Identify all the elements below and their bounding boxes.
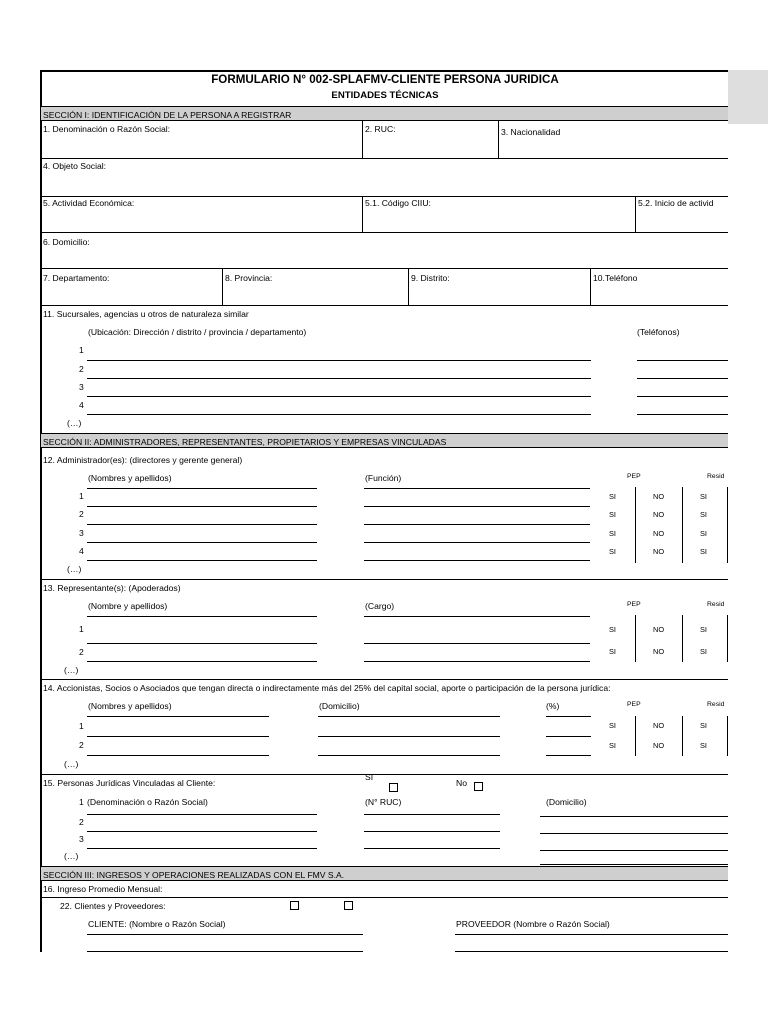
row-number: 2 [79, 740, 84, 750]
resid-header: Resid [707, 473, 725, 480]
field-provincia-label: 8. Provincia: [225, 273, 273, 283]
field-ruc-label: 2. RUC: [365, 124, 396, 134]
field-ciiu-label: 5.1. Código CIIU: [365, 198, 431, 208]
divider [727, 615, 728, 662]
accionista-porcentaje-line[interactable] [546, 755, 591, 756]
sucursal-address-line[interactable] [87, 414, 591, 415]
divider [727, 716, 728, 756]
admin-function-line[interactable] [364, 506, 590, 507]
divider [635, 615, 636, 662]
row-number: 2 [79, 817, 84, 827]
section-2-header [41, 433, 728, 448]
admin-name-line[interactable] [87, 524, 317, 525]
field-administradores-label: 12. Administrador(es): (directores y gerente general) [43, 455, 243, 465]
admin-name-line[interactable] [87, 488, 317, 489]
accionista-domicilio-line[interactable] [318, 755, 500, 756]
pep-si-option[interactable]: SI [609, 647, 616, 656]
row-number: 1 [79, 721, 84, 731]
row-line [41, 232, 728, 233]
row-number: 3 [79, 382, 84, 392]
resid-si-option[interactable]: SI [700, 741, 707, 750]
field-representantes-label: 13. Representante(s): (Apoderados) [43, 583, 181, 593]
row-line [41, 305, 728, 306]
sucursal-address-line[interactable] [87, 396, 591, 397]
row-number: 1 [79, 345, 84, 355]
divider [362, 121, 363, 159]
pep-si-option[interactable]: SI [609, 741, 616, 750]
row-number: 4 [79, 546, 84, 556]
sucursal-phone-line[interactable] [637, 360, 728, 361]
admin-function-line[interactable] [364, 488, 590, 489]
vinculada-domicilio-line[interactable] [540, 833, 728, 834]
field-denominacion-label: 1. Denominación o Razón Social: [43, 124, 171, 134]
accionista-porcentaje-line[interactable] [546, 736, 591, 737]
resid-si-option[interactable]: SI [700, 492, 707, 501]
field-distrito-label: 9. Distrito: [411, 273, 450, 283]
divider [362, 196, 363, 232]
row-line [41, 774, 728, 775]
rep-cargo-line[interactable] [364, 616, 590, 617]
rep-name-line[interactable] [87, 661, 317, 662]
vinculada-domicilio-line[interactable] [540, 850, 728, 851]
pep-no-option[interactable]: NO [653, 492, 665, 501]
accionistas-domicilio-header: (Domicilio) [319, 701, 360, 711]
resid-si-option[interactable]: SI [700, 547, 707, 556]
sucursal-phone-line[interactable] [637, 414, 728, 415]
frame-top-border [40, 70, 728, 72]
section-3-title: SECCIÓN III: INGRESOS Y OPERACIONES REALIZADAS CON EL FMV S.A. [43, 870, 345, 880]
section-1-header [41, 106, 728, 121]
pep-header: PEP [627, 473, 641, 480]
admin-function-line[interactable] [364, 524, 590, 525]
divider [635, 716, 636, 756]
row-number: 2 [79, 509, 84, 519]
representantes-nombres-header: (Nombre y apellidos) [88, 601, 168, 611]
divider [222, 268, 223, 305]
vinculada-ruc-line[interactable] [364, 848, 500, 849]
admin-name-line[interactable] [87, 542, 317, 543]
pep-si-option[interactable]: SI [609, 721, 616, 730]
row-number: 1 [79, 491, 84, 501]
representantes-cargo-header: (Cargo) [365, 601, 395, 611]
field-ingreso-label: 16. Ingreso Promedio Mensual: [43, 884, 163, 894]
row-number: 2 [79, 647, 84, 657]
field-domicilio-label: 6. Domicilio: [43, 237, 90, 247]
row-number: 3 [79, 528, 84, 538]
divider [408, 268, 409, 305]
pep-no-option[interactable]: NO [653, 647, 665, 656]
section-2-title: SECCIÓN II: ADMINISTRADORES, REPRESENTANTES, PROPIETARIOS Y EMPRESAS VINCULADAS [43, 437, 447, 447]
row-line [41, 897, 728, 898]
field-vinculadas-label: 15. Personas Jurídicas Vinculadas al Cliente: [43, 778, 216, 788]
clientes-checkbox[interactable] [290, 901, 299, 910]
vinculadas-domicilio-header: (Domicilio) [546, 797, 587, 807]
section-3-header [41, 866, 728, 881]
divider [635, 196, 636, 232]
vinculada-name-line[interactable] [87, 814, 317, 815]
accionista-name-line[interactable] [87, 736, 269, 737]
sheet-edge-gray [728, 70, 768, 124]
sucursal-phone-line[interactable] [637, 378, 728, 379]
pep-si-option[interactable]: SI [609, 492, 616, 501]
resid-si-option[interactable]: SI [700, 510, 707, 519]
row-more: (…) [67, 418, 82, 428]
admin-name-line[interactable] [87, 506, 317, 507]
cliente-line[interactable] [87, 934, 363, 935]
accionista-domicilio-line[interactable] [318, 736, 500, 737]
row-number: 1 [79, 797, 84, 807]
pep-header: PEP [627, 701, 641, 708]
divider [682, 487, 683, 563]
vinculadas-si-checkbox[interactable] [389, 783, 398, 792]
vinculadas-ruc-header: (N° RUC) [365, 797, 402, 807]
pep-si-option[interactable]: SI [609, 510, 616, 519]
field-telefono-label: 10.Teléfono [593, 273, 638, 283]
pep-header: PEP [627, 601, 641, 608]
divider [498, 121, 499, 159]
rep-name-line[interactable] [87, 643, 317, 644]
proveedor-header: PROVEEDOR (Nombre o Razón Social) [456, 919, 610, 929]
administradores-funcion-header: (Función) [365, 473, 402, 483]
pep-si-option[interactable]: SI [609, 529, 616, 538]
row-number: 1 [79, 624, 84, 634]
admin-function-line[interactable] [364, 542, 590, 543]
rep-cargo-line[interactable] [364, 643, 590, 644]
vinculadas-no-checkbox[interactable] [474, 782, 483, 791]
divider [682, 615, 683, 662]
cliente-header: CLIENTE: (Nombre o Razón Social) [88, 919, 226, 929]
sucursal-address-line[interactable] [87, 378, 591, 379]
vinculadas-denominacion-header: (Denominación o Razón Social) [87, 797, 208, 807]
sucursales-ubicacion-header: (Ubicación: Dirección / distrito / provincia / departamento) [88, 327, 307, 337]
divider [635, 487, 636, 563]
resid-header: Resid [707, 601, 725, 608]
vinculada-ruc-line[interactable] [364, 831, 500, 832]
row-line [41, 268, 728, 269]
rep-cargo-line[interactable] [364, 661, 590, 662]
vinculadas-no-label: No [456, 778, 467, 788]
rep-name-line[interactable] [87, 616, 317, 617]
resid-si-option[interactable]: SI [700, 721, 707, 730]
pep-no-option[interactable]: NO [653, 529, 665, 538]
proveedor-line[interactable] [455, 951, 728, 952]
administradores-nombres-header: (Nombres y apellidos) [88, 473, 172, 483]
row-line [41, 679, 728, 680]
pep-si-option[interactable]: SI [609, 625, 616, 634]
form-title: FORMULARIO N° 002-SPLAFMV-CLIENTE PERSONA JURIDICA [211, 73, 559, 86]
proveedor-line[interactable] [455, 934, 728, 935]
vinculada-domicilio-line[interactable] [540, 864, 728, 865]
field-inicio-actividad-label: 5.2. Inicio de activid [638, 198, 714, 208]
row-more: (…) [67, 564, 82, 574]
accionista-name-line[interactable] [87, 716, 269, 717]
admin-function-line[interactable] [364, 560, 590, 561]
resid-si-option[interactable]: SI [700, 625, 707, 634]
row-more: (…) [64, 851, 79, 861]
field-actividad-label: 5. Actividad Económica: [43, 198, 135, 208]
row-more: (…) [64, 759, 79, 769]
pep-si-option[interactable]: SI [609, 547, 616, 556]
pep-no-option[interactable]: NO [653, 741, 665, 750]
accionista-name-line[interactable] [87, 755, 269, 756]
pep-no-option[interactable]: NO [653, 547, 665, 556]
accionistas-nombres-header: (Nombres y apellidos) [88, 701, 172, 711]
pep-no-option[interactable]: NO [653, 510, 665, 519]
field-sucursales-label: 11. Sucursales, agencias u otros de naturaleza similar [43, 309, 249, 319]
field-clientes-proveedores-label: 22. Clientes y Proveedores: [60, 901, 166, 911]
vinculada-domicilio-line[interactable] [540, 816, 728, 817]
frame-left-border [40, 70, 42, 952]
form-subtitle: ENTIDADES TÉCNICAS [331, 90, 439, 101]
sucursal-address-line[interactable] [87, 360, 591, 361]
resid-si-option[interactable]: SI [700, 647, 707, 656]
row-line [41, 158, 728, 159]
row-line [41, 579, 728, 580]
cliente-line[interactable] [87, 951, 363, 952]
vinculada-ruc-line[interactable] [364, 814, 500, 815]
sucursales-telefonos-header: (Teléfonos) [637, 327, 680, 337]
sucursal-phone-line[interactable] [637, 396, 728, 397]
divider [590, 268, 591, 305]
resid-header: Resid [707, 701, 725, 708]
row-number: 2 [79, 364, 84, 374]
pep-no-option[interactable]: NO [653, 625, 665, 634]
row-number: 4 [79, 400, 84, 410]
vinculada-name-line[interactable] [87, 831, 317, 832]
admin-name-line[interactable] [87, 560, 317, 561]
row-number: 3 [79, 834, 84, 844]
resid-si-option[interactable]: SI [700, 529, 707, 538]
field-nacionalidad-label: 3. Nacionalidad [501, 127, 561, 137]
proveedores-checkbox[interactable] [344, 901, 353, 910]
accionistas-porcentaje-header: (%) [546, 701, 560, 711]
pep-no-option[interactable]: NO [653, 721, 665, 730]
divider [727, 487, 728, 563]
field-objeto-social-label: 4. Objeto Social: [43, 161, 107, 171]
vinculadas-si-label: SI [365, 772, 374, 782]
field-departamento-label: 7. Departamento: [43, 273, 110, 283]
row-line [41, 196, 728, 197]
section-1-title: SECCIÓN I: IDENTIFICACIÓN DE LA PERSONA A REGISTRAR [43, 110, 292, 120]
divider [682, 716, 683, 756]
accionista-domicilio-line[interactable] [318, 716, 500, 717]
vinculada-name-line[interactable] [87, 848, 317, 849]
row-more: (…) [64, 665, 79, 675]
field-accionistas-label: 14. Accionistas, Socios o Asociados que tengan directa o indirectamente más del 25% del capital social, aporte o participación de la persona jurídica: [43, 683, 611, 693]
accionista-porcentaje-line[interactable] [546, 716, 591, 717]
